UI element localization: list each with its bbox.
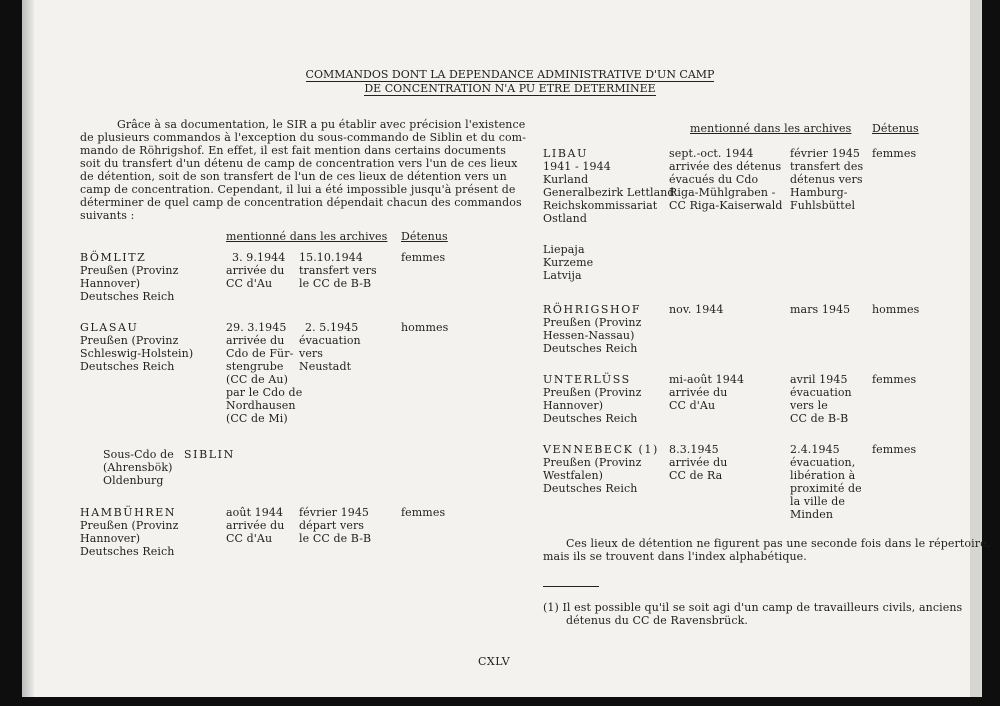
departure-line: Minden: [790, 508, 834, 521]
departure-line: transfert des: [790, 160, 864, 173]
arrival-line: (CC de Au): [226, 373, 288, 386]
header-detenus-right: Détenus: [872, 122, 919, 135]
page-number: CXLV: [478, 655, 511, 668]
page-title: [300, 68, 720, 96]
departure-date: février 1945: [790, 147, 861, 160]
arrival-line: arrivée du: [226, 334, 285, 347]
place-line: Deutsches Reich: [543, 412, 638, 425]
place-name: SIBLIN: [184, 448, 235, 461]
header-archives-right: mentionné dans les archives: [690, 122, 852, 135]
detenus-value: hommes: [872, 303, 920, 316]
place-line: Deutsches Reich: [543, 482, 638, 495]
closing-line: Ces lieux de détention ne figurent pas une seconde fois dans le répertoire,: [566, 537, 991, 550]
departure-date: avril 1945: [790, 373, 848, 386]
arrival-line: (CC de Mi): [226, 412, 288, 425]
place-line: Schleswig-Holstein): [80, 347, 194, 360]
arrival-line: CC d'Au: [669, 399, 716, 412]
place-line: Deutsches Reich: [80, 545, 175, 558]
arrival-line: stengrube: [226, 360, 284, 373]
header-archives-left: mentionné dans les archives: [226, 230, 388, 243]
footnote-line: détenus du CC de Ravensbrück.: [566, 614, 748, 627]
departure-line: Hamburg-: [790, 186, 848, 199]
departure-line: la ville de: [790, 495, 845, 508]
detenus-value: femmes: [401, 506, 446, 519]
place-name: GLASAU: [80, 321, 139, 334]
departure-line: Fuhlsbüttel: [790, 199, 856, 212]
arrival-line: CC Riga-Kaiserwald: [669, 199, 783, 212]
detenus-value: femmes: [872, 147, 917, 160]
page-gutter: [22, 0, 34, 697]
arrival-date: 3. 9.1944: [232, 251, 286, 264]
place-line: Ostland: [543, 212, 587, 225]
place-line: Hannover): [543, 399, 604, 412]
departure-line: départ vers: [299, 519, 365, 532]
departure-line: CC de B-B: [790, 412, 849, 425]
place-line: Kurland: [543, 173, 589, 186]
departure-date: 15.10.1944: [299, 251, 363, 264]
arrival-line: Riga-Mühlgraben -: [669, 186, 776, 199]
departure-line: libération à: [790, 469, 856, 482]
intro-line: de plusieurs commandos à l'exception du sous-commando de Siblin et du com-: [80, 131, 527, 144]
siblin-prefix: Sous-Cdo de: [103, 448, 174, 461]
place-line: Liepaja: [543, 243, 585, 256]
detenus-value: hommes: [401, 321, 449, 334]
intro-line: mando de Röhrigshof. En effet, il est fait mention dans certains documents: [80, 144, 507, 157]
arrival-line: Cdo de Für-: [226, 347, 294, 360]
place-line: Hannover): [80, 277, 141, 290]
departure-line: évacuation: [299, 334, 361, 347]
intro-line: suivants :: [80, 209, 135, 222]
arrival-date: mi-août 1944: [669, 373, 745, 386]
place-line: Hannover): [80, 532, 141, 545]
arrival-line: CC de Ra: [669, 469, 723, 482]
place-line: Generalbezirk Lettland: [543, 186, 675, 199]
footnote-line: (1) Il est possible qu'il se soit agi d'un camp de travailleurs civils, anciens: [543, 601, 963, 614]
departure-line: le CC de B-B: [299, 277, 372, 290]
arrival-line: arrivée du: [226, 519, 285, 532]
header-detenus-left: Détenus: [401, 230, 448, 243]
departure-date: février 1945: [299, 506, 370, 519]
arrival-line: arrivée du: [226, 264, 285, 277]
departure-line: détenus vers: [790, 173, 863, 186]
departure-date: 2.4.1945: [790, 443, 840, 456]
arrival-date: nov. 1944: [669, 303, 724, 316]
footnote-rule: [543, 586, 599, 587]
place-name: UNTERLÜSS: [543, 373, 631, 386]
intro-line: soit du transfert d'un détenu de camp de concentration vers l'un de ces lieux: [80, 157, 518, 170]
title-line-1: COMMANDOS DONT LA DEPENDANCE ADMINISTRATIVE D'UN CAMP: [305, 68, 715, 81]
departure-line: le CC de B-B: [299, 532, 372, 545]
detenus-value: femmes: [401, 251, 446, 264]
place-line: (Ahrensbök): [103, 461, 173, 474]
place-line: Preußen (Provinz: [80, 264, 179, 277]
arrival-line: arrivée du: [669, 456, 728, 469]
place-line: Oldenburg: [103, 474, 164, 487]
intro-line: Grâce à sa documentation, le SIR a pu établir avec précision l'existence: [117, 118, 526, 131]
place-line: Deutsches Reich: [543, 342, 638, 355]
closing-line: mais ils se trouvent dans l'index alphabétique.: [543, 550, 807, 563]
place-line: Deutsches Reich: [80, 360, 175, 373]
arrival-line: CC d'Au: [226, 277, 273, 290]
departure-line: vers le: [790, 399, 828, 412]
departure-line: transfert vers: [299, 264, 377, 277]
place-line: Reichskommissariat: [543, 199, 658, 212]
page-edge: [970, 0, 982, 697]
arrival-line: arrivée des détenus: [669, 160, 782, 173]
arrival-date: 29. 3.1945: [226, 321, 287, 334]
place-line: Preußen (Provinz: [543, 316, 642, 329]
place-name: VENNEBECK (1): [543, 443, 659, 456]
place-name: RÖHRIGSHOF: [543, 303, 642, 316]
place-line: 1941 - 1944: [543, 160, 611, 173]
arrival-line: CC d'Au: [226, 532, 273, 545]
intro-line: déterminer de quel camp de concentration dépendait chacun des commandos: [80, 196, 522, 209]
intro-line: camp de concentration. Cependant, il lui a été impossible jusqu'à présent de: [80, 183, 516, 196]
title-line-2: DE CONCENTRATION N'A PU ETRE DETERMINEE: [364, 81, 656, 95]
place-line: Latvija: [543, 269, 582, 282]
place-line: Kurzeme: [543, 256, 594, 269]
place-line: Preußen (Provinz: [80, 334, 179, 347]
departure-line: proximité de: [790, 482, 862, 495]
place-line: Preußen (Provinz: [543, 456, 642, 469]
place-name: BÖMLITZ: [80, 251, 147, 264]
arrival-line: arrivée du: [669, 386, 728, 399]
detenus-value: femmes: [872, 373, 917, 386]
detenus-value: femmes: [872, 443, 917, 456]
arrival-date: 8.3.1945: [669, 443, 719, 456]
place-line: Preußen (Provinz: [543, 386, 642, 399]
arrival-line: par le Cdo de: [226, 386, 303, 399]
departure-date: mars 1945: [790, 303, 851, 316]
arrival-line: Nordhausen: [226, 399, 296, 412]
arrival-date: août 1944: [226, 506, 284, 519]
departure-line: vers: [299, 347, 324, 360]
place-line: Westfalen): [543, 469, 604, 482]
place-name: LIBAU: [543, 147, 588, 160]
intro-line: de détention, soit de son transfert de l'un de ces lieux de détention vers un: [80, 170, 507, 183]
arrival-line: évacués du Cdo: [669, 173, 759, 186]
departure-line: Neustadt: [299, 360, 352, 373]
departure-line: évacuation,: [790, 456, 856, 469]
place-line: Deutsches Reich: [80, 290, 175, 303]
place-line: Hessen-Nassau): [543, 329, 635, 342]
departure-line: évacuation: [790, 386, 852, 399]
arrival-date: sept.-oct. 1944: [669, 147, 754, 160]
place-line: Preußen (Provinz: [80, 519, 179, 532]
place-name: HAMBÜHREN: [80, 506, 177, 519]
departure-date: 2. 5.1945: [305, 321, 359, 334]
